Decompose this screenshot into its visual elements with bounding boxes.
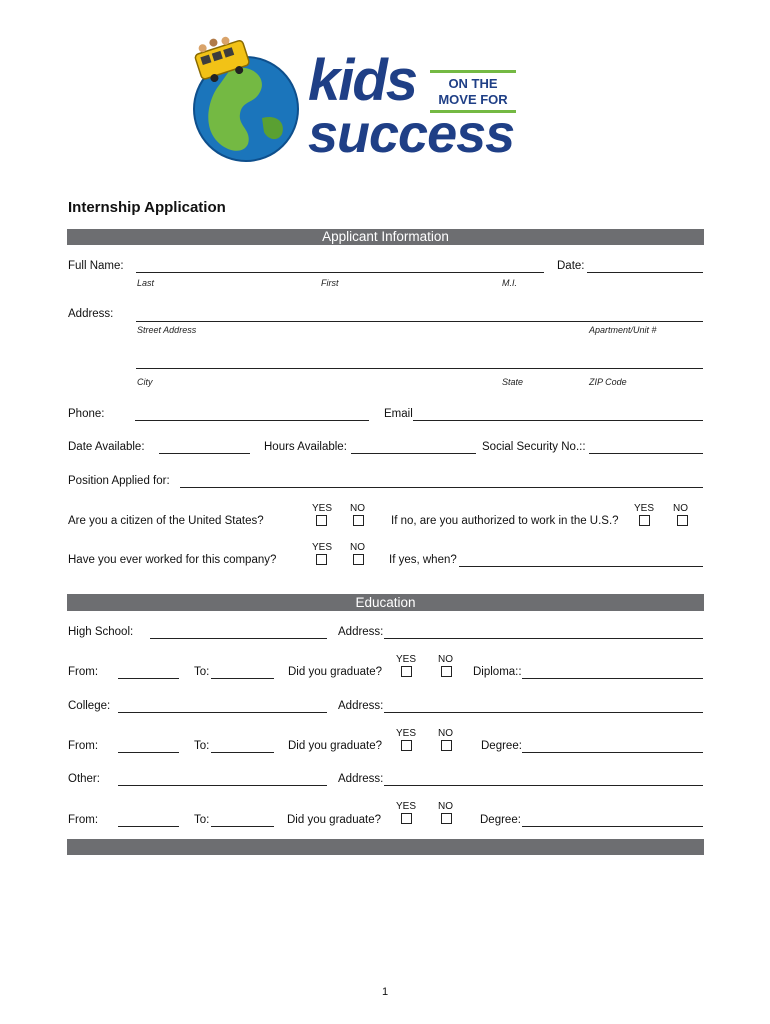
city-sublabel: City [137,377,153,387]
college-address-label: Address: [338,700,384,712]
other-graduate-yes-label: YES [396,801,417,812]
last-name-sublabel: Last [137,278,155,288]
logo-green-rule-bottom [430,110,516,113]
hs-graduate-yes-label: YES [396,654,417,665]
date-label: Date: [557,260,585,272]
college-graduate-yes-label: YES [396,728,417,739]
section-header-education: Education [67,594,704,611]
college-address-field[interactable] [384,700,703,713]
date-field[interactable] [587,260,703,273]
ssn-label: Social Security No.:: [482,441,586,453]
college-label: College: [68,700,111,712]
logo-tagline-1: ON THE [448,76,498,91]
logo-word-success: success [308,104,515,164]
college-degree-field[interactable] [522,740,703,753]
other-graduate-question: Did you graduate? [287,814,381,826]
citizen-yes-checkbox[interactable] [316,515,327,526]
hours-available-field[interactable] [351,441,476,454]
city-state-zip-field[interactable] [136,356,703,369]
date-available-field[interactable] [159,441,250,454]
authorized-no-checkbox[interactable] [677,515,688,526]
other-graduate-no-checkbox[interactable] [441,813,452,824]
citizen-no-checkbox[interactable] [353,515,364,526]
citizen-no-label: NO [350,503,365,514]
college-graduate-no-label: NO [438,728,453,739]
college-to-label: To: [194,740,210,752]
worked-no-label: NO [350,542,365,553]
logo [190,22,530,167]
other-label: Other: [68,773,100,785]
worked-yes-label: YES [312,542,333,553]
email-label: Email [384,408,413,420]
college-from-field[interactable] [118,740,179,753]
when-label: If yes, when? [389,554,457,566]
other-to-field[interactable] [211,814,274,827]
other-graduate-yes-checkbox[interactable] [401,813,412,824]
other-field[interactable] [118,773,327,786]
position-applied-field[interactable] [180,475,703,488]
hs-from-label: From: [68,666,99,678]
other-from-field[interactable] [118,814,179,827]
college-graduate-no-checkbox[interactable] [441,740,452,751]
phone-field[interactable] [135,408,369,421]
high-school-field[interactable] [150,626,327,639]
full-name-field[interactable] [136,260,544,273]
full-name-label: Full Name: [68,260,124,272]
ssn-field[interactable] [589,441,703,454]
diploma-label: Diploma:: [473,666,522,678]
college-to-field[interactable] [211,740,274,753]
other-address-field[interactable] [384,773,703,786]
other-to-label: To: [194,814,210,826]
logo-word-kids: kids [308,48,417,113]
citizen-question: Are you a citizen of the United States? [68,515,264,527]
college-field[interactable] [118,700,327,713]
email-field[interactable] [413,408,703,421]
other-graduate-no-label: NO [438,801,453,812]
street-address-field[interactable] [136,309,703,322]
middle-initial-sublabel: M.I. [502,278,517,288]
authorized-yes-checkbox[interactable] [639,515,650,526]
citizen-yes-label: YES [312,503,333,514]
address-label: Address: [68,308,114,320]
hs-graduate-yes-checkbox[interactable] [401,666,412,677]
date-available-label: Date Available: [68,441,145,453]
other-address-label: Address: [338,773,384,785]
high-school-address-field[interactable] [384,626,703,639]
street-address-sublabel: Street Address [137,325,197,335]
high-school-address-label: Address: [338,626,384,638]
first-name-sublabel: First [321,278,339,288]
diploma-field[interactable] [522,666,703,679]
phone-label: Phone: [68,408,105,420]
college-graduate-question: Did you graduate? [288,740,382,752]
page-number: 1 [381,986,389,998]
hs-to-field[interactable] [211,666,274,679]
college-degree-label: Degree: [481,740,522,752]
authorized-yes-label: YES [634,503,655,514]
college-from-label: From: [68,740,99,752]
worked-no-checkbox[interactable] [353,554,364,565]
zip-sublabel: ZIP Code [589,377,627,387]
other-from-label: From: [68,814,99,826]
hs-from-field[interactable] [118,666,179,679]
college-graduate-yes-checkbox[interactable] [401,740,412,751]
form-title: Internship Application [68,199,226,216]
hs-to-label: To: [194,666,210,678]
position-applied-label: Position Applied for: [68,475,170,487]
authorized-no-label: NO [673,503,688,514]
hs-graduate-question: Did you graduate? [288,666,382,678]
worked-question: Have you ever worked for this company? [68,554,277,566]
authorized-question: If no, are you authorized to work in the U.S.? [391,515,619,527]
globe-bus-icon [190,22,305,167]
section-footer-bar [67,839,704,855]
other-degree-label: Degree: [480,814,521,826]
when-field[interactable] [459,554,703,567]
hs-graduate-no-checkbox[interactable] [441,666,452,677]
other-degree-field[interactable] [522,814,703,827]
hs-graduate-no-label: NO [438,654,453,665]
apartment-sublabel: Apartment/Unit # [589,325,657,335]
logo-tagline-2: MOVE FOR [438,92,508,107]
state-sublabel: State [502,377,524,387]
logo-green-rule-top [430,70,516,73]
section-header-applicant: Applicant Information [67,229,704,245]
hours-available-label: Hours Available: [264,441,347,453]
high-school-label: High School: [68,626,134,638]
worked-yes-checkbox[interactable] [316,554,327,565]
